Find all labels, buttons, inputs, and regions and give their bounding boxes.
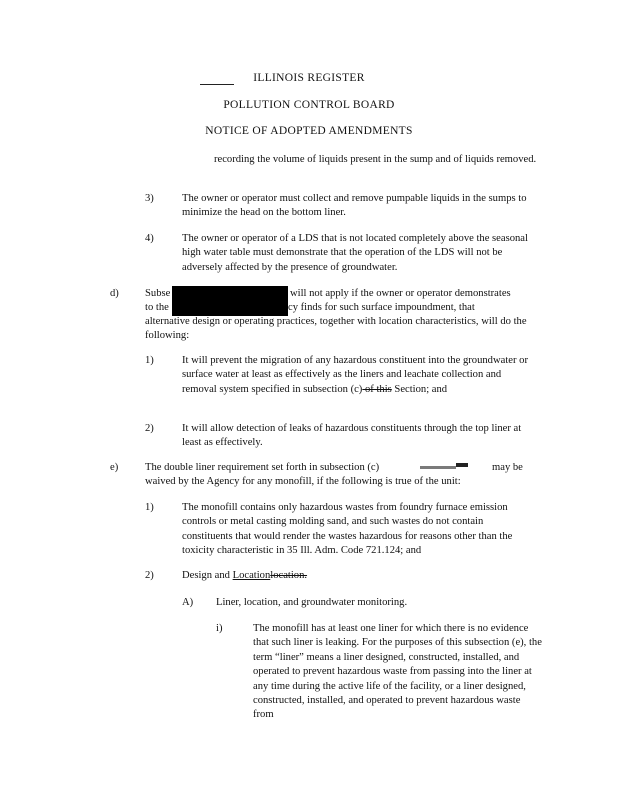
- item-d-rest: alternative design or operating practices, together with location characteristics, will do the following:: [145, 316, 527, 342]
- item-ai-label: i): [216, 623, 223, 634]
- item-e-line1-end: may be: [492, 462, 523, 473]
- obscured-text-e: [420, 466, 456, 469]
- register-title: ILLINOIS REGISTER: [253, 72, 365, 84]
- item-e1-text: The monofill contains only hazardous wastes from foundry furnace emission controls or metal casting molding sand, and such wastes do not contain constituents that would render the wastes hazardous for reasons other than the toxicity characteristic in 35 Ill. Adm. Code 721.124; and: [182, 502, 513, 557]
- item-d1-text: [182, 354, 537, 397]
- item-e2-strike: location.: [270, 570, 308, 581]
- notice-title: NOTICE OF ADOPTED AMENDMENTS: [205, 125, 413, 137]
- item-e2-text-a: Design and: [182, 570, 233, 581]
- item-d-label: d): [110, 288, 119, 299]
- item-e-label: e): [110, 462, 119, 473]
- item-4-label: 4): [145, 233, 154, 244]
- item-e1-label: 1): [145, 502, 154, 513]
- item-a-text: Liner, location, and groundwater monitoring.: [216, 597, 408, 608]
- item-3-label: 3): [145, 193, 154, 204]
- continuation-text: recording the volume of liquids present in the sump and of liquids removed.: [214, 154, 537, 165]
- item-d1-text-a: It will prevent the migration of any hazardous constituent into the groundwater or surface water at least as effectively as the liners and leachate collection and removal system specified in subsection (c): [182, 355, 528, 395]
- header-rule: [200, 84, 234, 85]
- item-d-line1-start: Subse: [145, 288, 171, 299]
- item-a-label: A): [182, 597, 194, 608]
- board-title: POLLUTION CONTROL BOARD: [223, 99, 395, 111]
- item-d1-strike: of this: [362, 383, 392, 395]
- item-ai-text: The monofill has at least one liner for which there is no evidence that such liner is leaking. For the purposes of this subsection (e), the term “liner” means a liner designed, constructed, installed, and operated to prevent hazardous waste from passing into the liner at any time during the active life of the facility, or a liner designed, constructed, installed, and operated to prevent hazardous waste from: [253, 623, 542, 721]
- obscured-mark-e: [456, 463, 468, 467]
- item-d1-label: 1): [145, 355, 154, 366]
- item-d-line2-start: to the: [145, 302, 169, 313]
- item-d2-text: It will allow detection of leaks of hazardous constituents through the top liner at least as effectively.: [182, 423, 522, 449]
- item-d1-text-b: Section; and: [391, 383, 448, 395]
- redaction-box: [172, 286, 288, 316]
- item-d2-label: 2): [145, 423, 154, 434]
- item-e2-underline: Location: [232, 570, 271, 581]
- item-e-rest: waived by the Agency for any monofill, if the following is true of the unit:: [145, 476, 461, 487]
- item-d-line1-end: will not apply if the owner or operator demonstrates: [290, 288, 511, 299]
- item-e2-text: [182, 569, 534, 583]
- item-d-line2-end: cy finds for such surface impoundment, that: [288, 302, 475, 313]
- item-4-text: The owner or operator of a LDS that is not located completely above the seasonal high water table must demonstrate that the operation of the LDS will not be adversely affected by the presence of groundwater.: [182, 233, 528, 273]
- item-e2-label: 2): [145, 570, 154, 581]
- item-3-text: The owner or operator must collect and remove pumpable liquids in the sumps to minimize the head on the bottom liner.: [182, 193, 527, 219]
- item-e-line1-start: The double liner requirement set forth in subsection (c): [145, 462, 380, 473]
